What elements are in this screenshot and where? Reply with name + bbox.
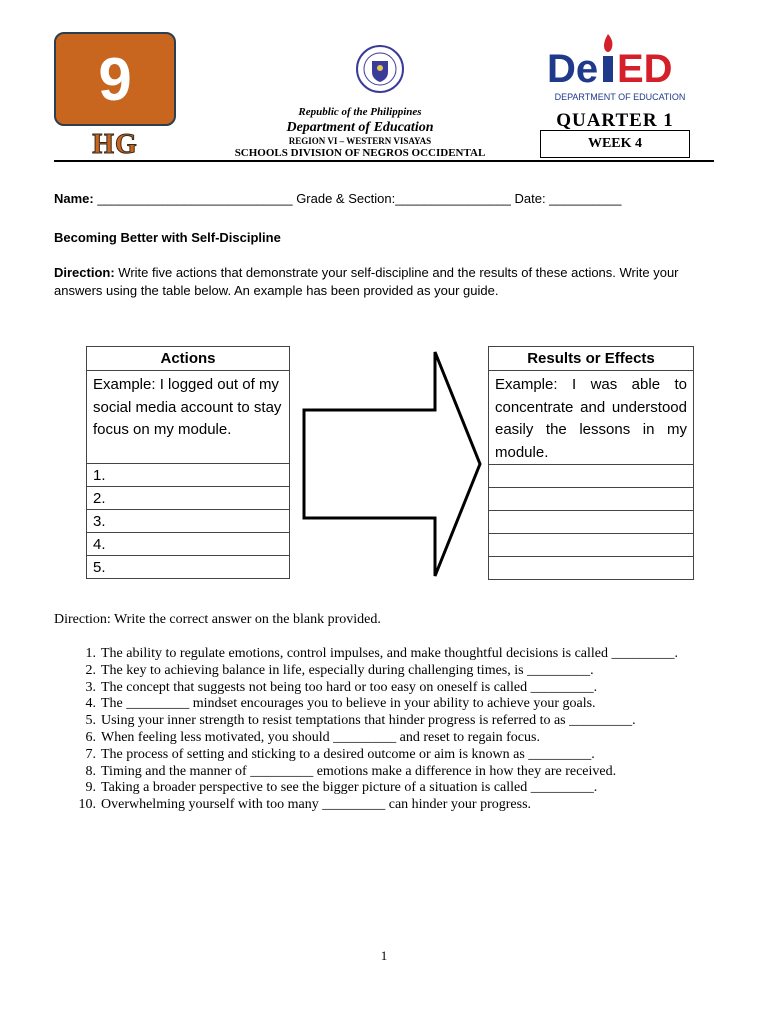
results-example: Example: I was able to concentrate and understood easily the lessons in my module. [489,371,694,465]
department-text: Department of Education [286,120,434,135]
question-number: 1. [85,646,96,661]
direction-text: Write five actions that demonstrate your self-discipline and the results of these actions. Write your answers using the table below. An example has been provided as your guide. [54,265,679,298]
question-number: 7. [85,746,96,762]
actions-row[interactable]: 2. [87,487,290,510]
activity-title: Becoming Better with Self-Discipline [54,230,281,245]
results-row[interactable] [489,557,694,580]
question-text: The ability to regulate emotions, control impulses, and make thoughtful decisions is called _________. [101,646,679,661]
results-table [488,346,694,580]
list-item [76,696,716,713]
question-text: Timing and the manner of _________ emotions make a difference in how they are received. [101,763,617,779]
right-arrow-icon [300,348,484,580]
question-text: Using your inner strength to resist temptations that hinder progress is referred to as _________. [101,713,636,729]
part2-direction: Direction: Write the correct answer on the blank provided. [54,612,381,627]
quarter-label: QUARTER 1 [556,110,674,131]
region-text: REGION VI – WESTERN VISAYAS [288,136,432,146]
header-divider [54,160,714,162]
results-row[interactable] [489,465,694,488]
list-item [76,780,716,797]
list-item [76,646,716,663]
question-number: 3. [85,679,96,695]
date-blank[interactable]: __________ [545,191,622,206]
question-text: Taking a broader perspective to see the bigger picture of a situation is called _________. [101,780,598,796]
actions-header: Actions [87,347,290,371]
question-number: 8. [85,763,96,779]
question-number: 2. [85,662,96,678]
student-info-line [54,191,621,206]
list-item [76,764,716,781]
list-item [76,713,716,730]
question-number: 9. [85,780,96,796]
deped-subtitle: DEPARTMENT OF EDUCATION [554,92,686,102]
name-label: Name: [54,191,94,206]
actions-example: Example: I logged out of my social media account to stay focus on my module. [87,371,290,464]
actions-row[interactable]: 4. [87,533,290,556]
name-blank[interactable]: ___________________________ [93,191,297,206]
list-item [76,663,716,680]
results-row[interactable] [489,488,694,511]
question-number: 5. [85,713,96,729]
list-item [76,797,716,814]
results-row[interactable] [489,511,694,534]
republic-text: Republic of the Philippines [298,106,422,118]
list-item [76,747,716,764]
subject-code: HG [92,129,138,160]
svg-text:De: De [547,47,599,91]
deped-seal-icon [355,44,405,94]
grade-number: 9 [98,46,132,113]
svg-text:ED: ED [617,47,673,91]
list-item [76,680,716,697]
question-number: 4. [85,696,96,712]
question-text: When feeling less motivated, you should _________ and reset to regain focus. [101,729,540,745]
question-text: The key to achieving balance in life, especially during challenging times, is _________. [101,662,594,678]
actions-row[interactable]: 1. [87,464,290,487]
question-text: The _________ mindset encourages you to believe in your ability to achieve your goals. [101,696,596,712]
date-label: Date: [514,191,546,206]
question-number: 6. [85,729,96,745]
results-header: Results or Effects [489,347,694,371]
results-row[interactable] [489,534,694,557]
actions-row[interactable]: 5. [87,556,290,579]
question-text: The concept that suggests not being too hard or too easy on oneself is called _________. [101,679,598,695]
question-list [76,646,716,814]
grade-section-blank[interactable]: ________________ [395,191,515,206]
page-number: 1 [380,948,388,963]
question-text: Overwhelming yourself with too many _________ can hinder your progress. [101,797,532,813]
division-text: SCHOOLS DIVISION OF NEGROS OCCIDENTAL [234,147,486,159]
question-number: 10. [78,797,96,813]
activity-direction [54,264,714,300]
question-text: The process of setting and sticking to a desired outcome or aim is known as _________. [101,746,595,762]
grade-section-label: Grade & Section: [296,191,396,206]
direction-label: Direction: [54,265,115,280]
week-label: WEEK 4 [540,130,690,158]
list-item [76,730,716,747]
actions-table [86,346,290,579]
actions-row[interactable]: 3. [87,510,290,533]
